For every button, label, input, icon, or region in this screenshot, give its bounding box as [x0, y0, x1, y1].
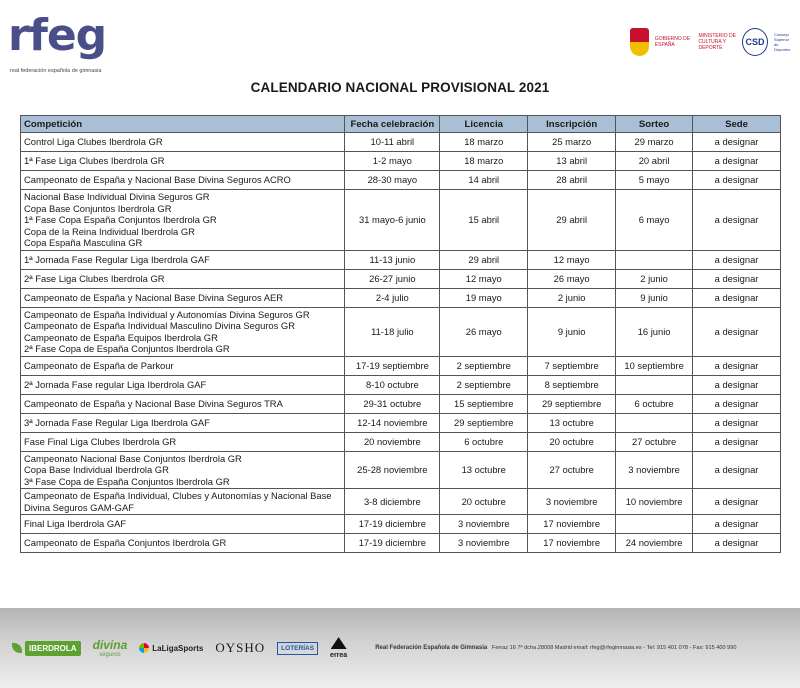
fecha-cell: 31 mayo-6 junio: [345, 190, 440, 251]
competition-line: Campeonato de España Individual Masculino Divina Seguros GR: [24, 320, 295, 331]
sorteo-cell: 9 junio: [616, 288, 693, 307]
inscripcion-cell: 2 junio: [528, 288, 616, 307]
sede-cell: a designar: [693, 307, 781, 356]
sorteo-cell: [616, 413, 693, 432]
table-row: [21, 307, 781, 356]
table-row: [21, 515, 781, 534]
ministry-label: MINISTERIO DE CULTURA Y DEPORTE: [698, 33, 736, 51]
sorteo-cell: 27 octubre: [616, 432, 693, 451]
fecha-cell: 10-11 abril: [345, 133, 440, 152]
competition-line: 2ª Fase Copa de España Conjuntos Iberdrola GR: [24, 343, 230, 354]
sede-cell: a designar: [693, 152, 781, 171]
inscripcion-cell: 17 noviembre: [528, 515, 616, 534]
competition-line: Campeonato de España Equipos Iberdrola GR: [24, 331, 218, 343]
government-logos: [630, 26, 790, 58]
fecha-cell: 11-18 julio: [345, 307, 440, 356]
sorteo-cell: 3 noviembre: [616, 451, 693, 489]
laliga-icon: [139, 643, 149, 653]
sede-cell: a designar: [693, 375, 781, 394]
laliga-text: LaLigaSports: [152, 643, 204, 653]
inscripcion-cell: 13 abril: [528, 152, 616, 171]
competition-cell: [21, 269, 345, 288]
competition-line: 2ª Fase Liga Clubes Iberdrola GR: [24, 272, 165, 284]
table-row: [21, 451, 781, 489]
header-competicion: Competición: [21, 116, 345, 133]
inscripcion-cell: 3 noviembre: [528, 489, 616, 515]
inscripcion-cell: 26 mayo: [528, 269, 616, 288]
table-row: [21, 375, 781, 394]
inscripcion-cell: 9 junio: [528, 307, 616, 356]
fecha-cell: 12-14 noviembre: [345, 413, 440, 432]
table-row: [21, 394, 781, 413]
competition-line: Copa Base Conjuntos Iberdrola GR: [24, 202, 172, 214]
rfeg-logo: [8, 10, 128, 84]
sorteo-cell: 16 junio: [616, 307, 693, 356]
competition-line: Campeonato de España y Nacional Base Divina Seguros AER: [24, 291, 284, 303]
rfeg-logo-subtitle: real federación española de gimnasia: [10, 68, 102, 74]
inscripcion-cell: 7 septiembre: [528, 356, 616, 375]
sorteo-cell: 24 noviembre: [616, 534, 693, 553]
sorteo-cell: 2 junio: [616, 269, 693, 288]
iberdrola-logo: [12, 641, 81, 656]
header-inscripcion: Inscripción: [528, 116, 616, 133]
header-fecha: Fecha celebración: [345, 116, 440, 133]
table-row: [21, 356, 781, 375]
sorteo-cell: 6 mayo: [616, 190, 693, 251]
laliga-logo: [139, 643, 203, 653]
inscripcion-cell: 20 octubre: [528, 432, 616, 451]
sorteo-cell: [616, 515, 693, 534]
licencia-cell: 12 mayo: [440, 269, 528, 288]
inscripcion-cell: 28 abril: [528, 171, 616, 190]
table-row: [21, 288, 781, 307]
sede-cell: a designar: [693, 413, 781, 432]
competition-line: Campeonato de España Conjuntos Iberdrola GR: [24, 537, 227, 549]
competition-cell: [21, 534, 345, 553]
iberdrola-leaf-icon: [12, 643, 22, 653]
fecha-cell: 8-10 octubre: [345, 375, 440, 394]
competition-line: Campeonato de España y Nacional Base Divina Seguros ACRO: [24, 174, 291, 186]
oysho-logo: OYSHO: [215, 640, 266, 655]
competition-line: Final Liga Iberdrola GAF: [24, 518, 127, 530]
rfeg-logo-text: rfeg: [8, 10, 107, 61]
competition-cell: [21, 152, 345, 171]
table-row: [21, 250, 781, 269]
competition-line: Divina Seguros GAM-GAF: [24, 501, 134, 513]
sorteo-cell: 20 abril: [616, 152, 693, 171]
inscripcion-cell: 17 noviembre: [528, 534, 616, 553]
inscripcion-cell: 27 octubre: [528, 451, 616, 489]
competition-cell: [21, 394, 345, 413]
csd-logo: CSD: [742, 28, 768, 56]
competition-line: Fase Final Liga Clubes Iberdrola GR: [24, 435, 177, 447]
fecha-cell: 3-8 diciembre: [345, 489, 440, 515]
inscripcion-cell: 8 septiembre: [528, 375, 616, 394]
competition-cell: [21, 171, 345, 190]
inscripcion-cell: 13 octubre: [528, 413, 616, 432]
competition-line: 1ª Fase Copa España Conjuntos Iberdrola GR: [24, 214, 217, 225]
inscripcion-cell: 29 abril: [528, 190, 616, 251]
sorteo-cell: 10 septiembre: [616, 356, 693, 375]
fecha-cell: 17-19 septiembre: [345, 356, 440, 375]
footer: [0, 628, 800, 668]
licencia-cell: 2 septiembre: [440, 375, 528, 394]
loterias-logo: LOTERÍAS: [277, 642, 318, 655]
calendar-table: [20, 115, 781, 553]
competition-cell: [21, 190, 345, 251]
sede-cell: a designar: [693, 269, 781, 288]
contact-details: Ferraz 16 7º dcha.28008 Madrid email: rfeg@rfegimnasia.es - Tel: 915 401 078 - Fax: 915 400 990: [491, 645, 737, 651]
spain-shield-icon: [630, 28, 649, 56]
fecha-cell: 17-19 diciembre: [345, 534, 440, 553]
sorteo-cell: [616, 375, 693, 394]
competition-line: Campeonato de España Individual, Clubes y Autonomías y Nacional Base: [24, 490, 332, 501]
competition-line: 2ª Jornada Fase regular Liga Iberdrola GAF: [24, 378, 207, 390]
licencia-cell: 15 abril: [440, 190, 528, 251]
sede-cell: a designar: [693, 288, 781, 307]
inscripcion-cell: 12 mayo: [528, 250, 616, 269]
page-title: CALENDARIO NACIONAL PROVISIONAL 2021: [250, 80, 550, 95]
header-sede: Sede: [693, 116, 781, 133]
competition-line: Control Liga Clubes Iberdrola GR: [24, 136, 163, 148]
sede-cell: a designar: [693, 190, 781, 251]
licencia-cell: 29 septiembre: [440, 413, 528, 432]
sorteo-cell: 6 octubre: [616, 394, 693, 413]
competition-cell: [21, 356, 345, 375]
table-row: [21, 133, 781, 152]
inscripcion-cell: 25 marzo: [528, 133, 616, 152]
sede-cell: a designar: [693, 432, 781, 451]
fecha-cell: 17-19 diciembre: [345, 515, 440, 534]
sorteo-cell: 10 noviembre: [616, 489, 693, 515]
sede-cell: a designar: [693, 394, 781, 413]
licencia-cell: 14 abril: [440, 171, 528, 190]
fecha-cell: 28-30 mayo: [345, 171, 440, 190]
header-licencia: Licencia: [440, 116, 528, 133]
federation-name: Real Federación Española de Gimnasia: [375, 645, 488, 651]
competition-line: Campeonato de España Individual y Autonomías Divina Seguros GR: [24, 308, 310, 320]
licencia-cell: 13 octubre: [440, 451, 528, 489]
table-row: [21, 413, 781, 432]
licencia-cell: 20 octubre: [440, 489, 528, 515]
csd-subtitle: Consejo Superior de Deportes: [774, 32, 791, 52]
gov-label: GOBIERNO DE ESPAÑA: [654, 36, 691, 48]
inscripcion-cell: 29 septiembre: [528, 394, 616, 413]
competition-line: 3ª Jornada Fase Regular Liga Iberdrola GAF: [24, 416, 210, 428]
table-row: [21, 190, 781, 251]
licencia-cell: 18 marzo: [440, 133, 528, 152]
competition-line: Campeonato Nacional Base Conjuntos Iberdrola GR: [24, 452, 242, 464]
iberdrola-text: IBERDROLA: [25, 641, 81, 656]
errea-logo: [330, 637, 347, 659]
competition-cell: [21, 413, 345, 432]
competition-cell: [21, 432, 345, 451]
sede-cell: a designar: [693, 534, 781, 553]
competition-cell: [21, 288, 345, 307]
licencia-cell: 2 septiembre: [440, 356, 528, 375]
sede-cell: a designar: [693, 356, 781, 375]
competition-cell: [21, 307, 345, 356]
licencia-cell: 18 marzo: [440, 152, 528, 171]
table-row: [21, 534, 781, 553]
competition-line: Campeonato de España y Nacional Base Divina Seguros TRA: [24, 397, 283, 409]
licencia-cell: 3 noviembre: [440, 515, 528, 534]
table-row: [21, 489, 781, 515]
competition-line: 1ª Fase Liga Clubes Iberdrola GR: [24, 155, 165, 167]
competition-line: Copa Base Individual Iberdrola GR: [24, 464, 169, 475]
competition-cell: [21, 375, 345, 394]
licencia-cell: 6 octubre: [440, 432, 528, 451]
competition-line: 3ª Fase Copa de España Conjuntos Iberdrola GR: [24, 475, 230, 487]
sorteo-cell: 29 marzo: [616, 133, 693, 152]
competition-cell: [21, 489, 345, 515]
fecha-cell: 2-4 julio: [345, 288, 440, 307]
fecha-cell: 29-31 octubre: [345, 394, 440, 413]
competition-cell: [21, 515, 345, 534]
table-row: [21, 171, 781, 190]
errea-text: errea: [330, 652, 348, 659]
header-sorteo: Sorteo: [616, 116, 693, 133]
licencia-cell: 29 abril: [440, 250, 528, 269]
sede-cell: a designar: [693, 133, 781, 152]
errea-icon: [331, 637, 347, 649]
sede-cell: a designar: [693, 489, 781, 515]
fecha-cell: 20 noviembre: [345, 432, 440, 451]
sede-cell: a designar: [693, 250, 781, 269]
table-row: [21, 152, 781, 171]
licencia-cell: 26 mayo: [440, 307, 528, 356]
competition-line: Copa de la Reina Individual Iberdrola GR: [24, 225, 195, 237]
competition-line: 1ª Jornada Fase Regular Liga Iberdrola GAF: [24, 253, 210, 265]
fecha-cell: 26-27 junio: [345, 269, 440, 288]
table-header-row: [21, 116, 781, 133]
sede-cell: a designar: [693, 171, 781, 190]
fecha-cell: 25-28 noviembre: [345, 451, 440, 489]
divina-subtext: seguros: [99, 652, 121, 658]
licencia-cell: 3 noviembre: [440, 534, 528, 553]
competition-cell: [21, 250, 345, 269]
sede-cell: a designar: [693, 451, 781, 489]
fecha-cell: 1-2 mayo: [345, 152, 440, 171]
fecha-cell: 11-13 junio: [345, 250, 440, 269]
competition-cell: [21, 133, 345, 152]
divina-logo: [93, 638, 128, 658]
contact-info: [375, 645, 736, 651]
licencia-cell: 19 mayo: [440, 288, 528, 307]
competition-line: Nacional Base Individual Divina Seguros GR: [24, 191, 210, 202]
sorteo-cell: [616, 250, 693, 269]
sorteo-cell: 5 mayo: [616, 171, 693, 190]
divina-text: divina: [92, 638, 128, 652]
competition-line: Campeonato de España de Parkour: [24, 359, 174, 371]
competition-line: Copa España Masculina GR: [24, 237, 143, 248]
competition-cell: [21, 451, 345, 489]
table-row: [21, 269, 781, 288]
licencia-cell: 15 septiembre: [440, 394, 528, 413]
sede-cell: a designar: [693, 515, 781, 534]
table-row: [21, 432, 781, 451]
